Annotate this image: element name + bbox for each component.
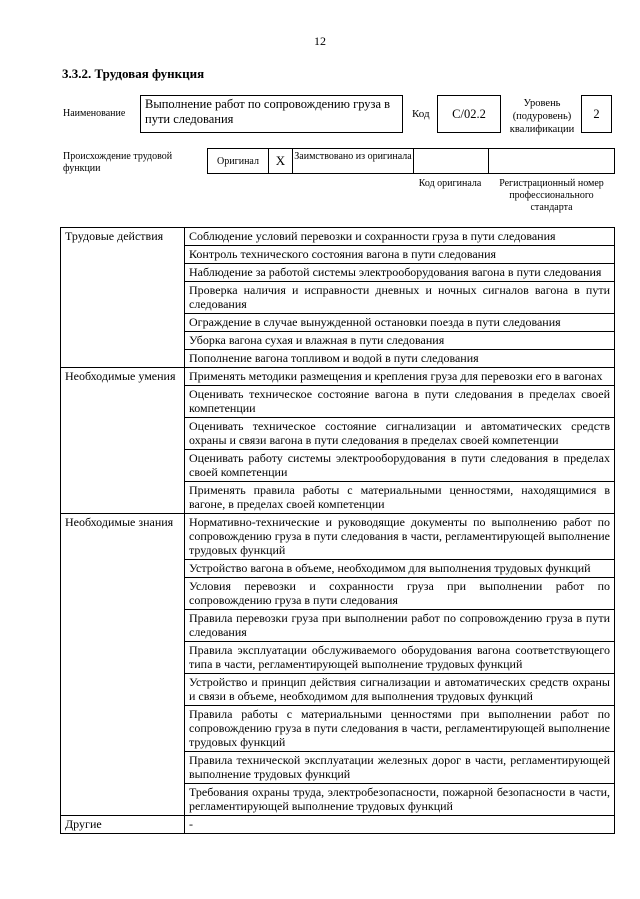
table-row (61, 816, 615, 834)
item-cell: Применять правила работы с материальными ценностями, находящимися в вагоне, в пределах своей компетенции (185, 482, 615, 514)
item-cell: Требования охраны труда, электробезопасности, пожарной безопасности в части, регламентирующей выполнение трудовых функций (185, 784, 615, 816)
item-cell: Оценивать техническое состояние вагона в пути следования в пределах своей компетенции (185, 386, 615, 418)
section-title: 3.3.2. Трудовая функция (62, 66, 205, 81)
function-table (60, 227, 615, 834)
original-mark: X (269, 149, 293, 173)
code-label: Код (412, 108, 430, 120)
original-label: Оригинал (208, 149, 269, 173)
name-value: Выполнение работ по сопровождению груза в пути следования (140, 95, 403, 133)
item-cell: Оценивать работу системы электрооборудования в пути следования в пределах своей компетенции (185, 450, 615, 482)
item-cell: Нормативно-технические и руководящие документы по выполнению работ по сопровождению груза в пути следования в части, регламентирующей выполнение трудовых функций (185, 514, 615, 560)
item-cell: Устройство и принцип действия сигнализации и автоматических средств охраны и связи в объеме, необходимом для выполнения трудовых функций (185, 674, 615, 706)
item-cell: Правила перевозки груза при выполнении работ по сопровождению груза в пути следования (185, 610, 615, 642)
item-cell: Ограждение в случае вынужденной остановки поезда в пути следования (185, 314, 615, 332)
category-cell: Другие (61, 816, 185, 834)
item-cell: Наблюдение за работой системы электрооборудования вагона в пути следования (185, 264, 615, 282)
table-row (61, 228, 615, 246)
reg-number-cell (489, 149, 614, 173)
item-cell: Устройство вагона в объеме, необходимом для выполнения трудовых функций (185, 560, 615, 578)
code-value: C/02.2 (437, 95, 501, 133)
item-cell: Правила работы с материальными ценностями при выполнении работ по сопровождению груза в пути следования в части, регламентирующей выполнение трудовых функций (185, 706, 615, 752)
origin-row (207, 148, 615, 174)
reg-number-label: Регистрационный номер профессионального стандарта (499, 178, 604, 213)
item-cell: Уборка вагона сухая и влажная в пути следования (185, 332, 615, 350)
item-cell: Правила эксплуатации обслуживаемого оборудования вагона соответствующего типа в части, регламентирующей выполнение трудовых функций (185, 642, 615, 674)
item-cell: Пополнение вагона топливом и водой в пути следования (185, 350, 615, 368)
code-original-label: Код оригинала (418, 178, 482, 189)
item-cell: Применять методики размещения и крепления груза для перевозки его в вагонах (185, 368, 615, 386)
category-cell: Необходимые умения (61, 368, 185, 514)
category-cell: Трудовые действия (61, 228, 185, 368)
item-cell: Оценивать техническое состояние сигнализации и автоматических средств охраны и связи вагона в пути следования в пределах своей компетенции (185, 418, 615, 450)
item-cell: Проверка наличия и исправности дневных и ночных сигналов вагона в пути следования (185, 282, 615, 314)
item-cell: Соблюдение условий перевозки и сохранности груза в пути следования (185, 228, 615, 246)
item-cell: Правила технической эксплуатации железных дорог в части, регламентирующей выполнение трудовых функций (185, 752, 615, 784)
level-value: 2 (581, 95, 612, 133)
name-label: Наименование (63, 108, 126, 119)
page-number: 12 (314, 34, 326, 48)
item-cell: Условия перевозки и сохранности груза при выполнении работ по сопровождению груза в пути следования (185, 578, 615, 610)
item-cell: Контроль технического состояния вагона в пути следования (185, 246, 615, 264)
table-row (61, 368, 615, 386)
category-cell: Необходимые знания (61, 514, 185, 816)
code-original-cell (414, 149, 489, 173)
origin-label: Происхождение трудовой функции (63, 151, 173, 174)
borrowed-label: Заимствовано из оригинала (293, 149, 414, 173)
level-label: Уровень (подуровень) квалификации (509, 98, 575, 135)
table-row (61, 514, 615, 560)
item-cell: - (185, 816, 615, 834)
